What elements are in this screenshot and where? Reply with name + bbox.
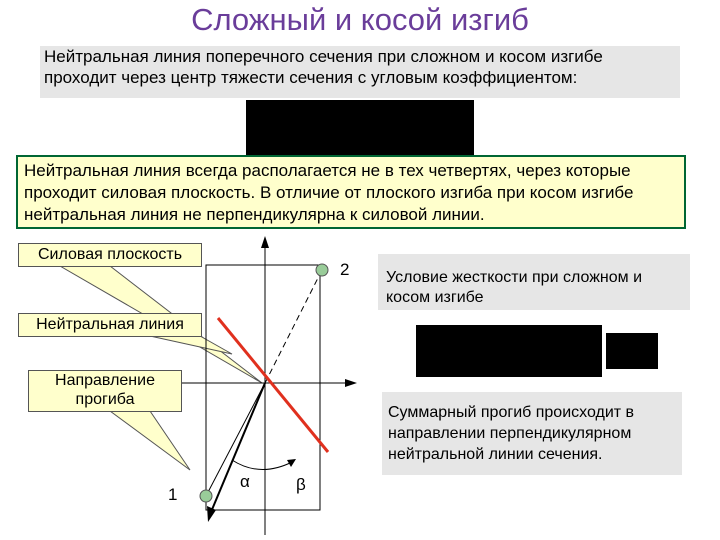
point-2-marker <box>316 264 328 276</box>
deflection-line-2: прогиба <box>75 391 135 408</box>
stiffness-formula-image <box>416 325 602 377</box>
deflection-arrowhead <box>207 506 216 522</box>
point-2-label: 2 <box>340 260 350 279</box>
angle-arc <box>232 460 292 470</box>
stiffness-line-1: Условие жесткости при сложном и <box>386 269 643 286</box>
deflection-arrow <box>211 383 265 512</box>
total-deflection-box <box>382 392 682 475</box>
stiffness-line-2: косом изгибе <box>386 289 484 306</box>
deflection-direction-callout <box>28 370 182 412</box>
note-line-3: нейтральная линия не перпендикулярна к силовой линии. <box>24 205 485 224</box>
stiffness-condition-box <box>378 254 690 310</box>
note-line-1: Нейтральная линия всегда располагается не в тех четвертях, через которые <box>24 161 631 180</box>
summary-line-3: нейтральной линии сечения. <box>388 446 603 463</box>
deflection-pointer <box>110 411 190 470</box>
angle-arc-arrow <box>287 459 296 467</box>
deflection-line-1: Направление <box>55 372 155 389</box>
neutral-line-pointer <box>150 336 232 354</box>
force-plane-line <box>265 270 322 383</box>
intro-line-1: Нейтральная линия поперечного сечения при сложном и косом изгибе <box>44 47 603 66</box>
beta-label: β <box>296 475 306 494</box>
stiffness-formula-image-2 <box>606 333 658 369</box>
intro-line-2: проходит через центр тяжести сечения с угловым коэффициентом: <box>44 68 578 87</box>
neutral-line <box>218 318 328 452</box>
slide-title: Сложный и косой изгиб <box>191 2 529 37</box>
summary-line-1: Суммарный прогиб происходит в <box>388 404 635 421</box>
summary-line-2: направлении перпендикулярном <box>388 425 632 442</box>
point-1-marker <box>200 490 212 502</box>
horizontal-axis-arrow <box>345 379 357 387</box>
neutral-line-callout: Нейтральная линия <box>18 313 202 337</box>
point-1-label: 1 <box>168 485 178 504</box>
alpha-label: α <box>240 472 250 491</box>
vertical-axis-arrow <box>261 236 269 248</box>
force-plane-callout: Силовая плоскость <box>18 243 202 267</box>
force-line <box>206 383 265 496</box>
note-line-2: проходит силовая плоскость. В отличие от плоского изгиба при косом изгибе <box>24 183 634 202</box>
